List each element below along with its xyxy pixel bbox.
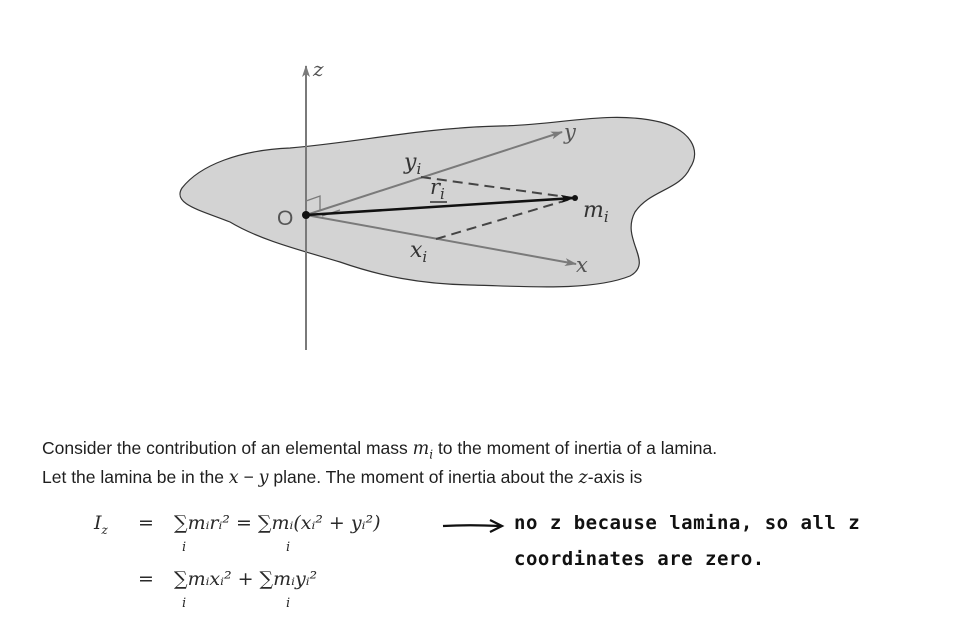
line2-z-symbol: z (578, 468, 588, 488)
row2-sum-index-2: i (286, 596, 291, 611)
row2-sum-index-1: i (182, 596, 187, 611)
yi-label: $y_i$ (404, 150, 422, 178)
mass-point (572, 195, 578, 201)
equation-lhs (94, 512, 108, 537)
line2-y-symbol: y (258, 468, 269, 488)
ri-label: $r_i$ (430, 175, 445, 203)
xi-label: $x_i$ (410, 238, 428, 266)
annotation-line-2: coordinates are zero. (514, 548, 765, 570)
line2-part-b: plane. The moment of inertia about the (268, 467, 579, 487)
text-line-1 (42, 438, 717, 462)
lhs-symbol: I (94, 512, 102, 534)
equation-row-2: ∑mᵢxᵢ² + ∑mᵢyᵢ² (174, 568, 318, 590)
line2-minus: − (238, 467, 259, 487)
lhs-subscript: z (101, 522, 108, 537)
line1-mass-symbol: m (412, 439, 430, 459)
equation-row-1: ∑mᵢrᵢ² = ∑mᵢ(xᵢ² + yᵢ²) (174, 512, 381, 534)
line1-mass-subscript: i (429, 447, 434, 462)
equation-equals-2: = (138, 568, 154, 590)
row1-sum-index-2: i (286, 540, 291, 555)
z-axis-label: z (313, 57, 324, 81)
x-axis-label: x (576, 253, 588, 277)
line2-part-c: -axis is (587, 467, 643, 487)
mi-label: $m_i$ (583, 198, 609, 226)
equation-equals-1: = (138, 512, 154, 534)
origin-label: O (277, 207, 294, 230)
line2-x-symbol: x (228, 468, 239, 488)
handwritten-arrow-icon (440, 516, 510, 536)
text-line-2 (42, 467, 642, 488)
line1-part-a: Consider the contribution of an elemental mass (42, 438, 413, 458)
row1-sum-index-1: i (182, 540, 187, 555)
line1-part-b: to the moment of inertia of a lamina. (433, 438, 718, 458)
annotation-line-1: no z because lamina, so all z (514, 512, 861, 534)
y-axis-label: y (564, 120, 576, 144)
line2-part-a: Let the lamina be in the (42, 467, 229, 487)
origin-point (302, 211, 310, 219)
